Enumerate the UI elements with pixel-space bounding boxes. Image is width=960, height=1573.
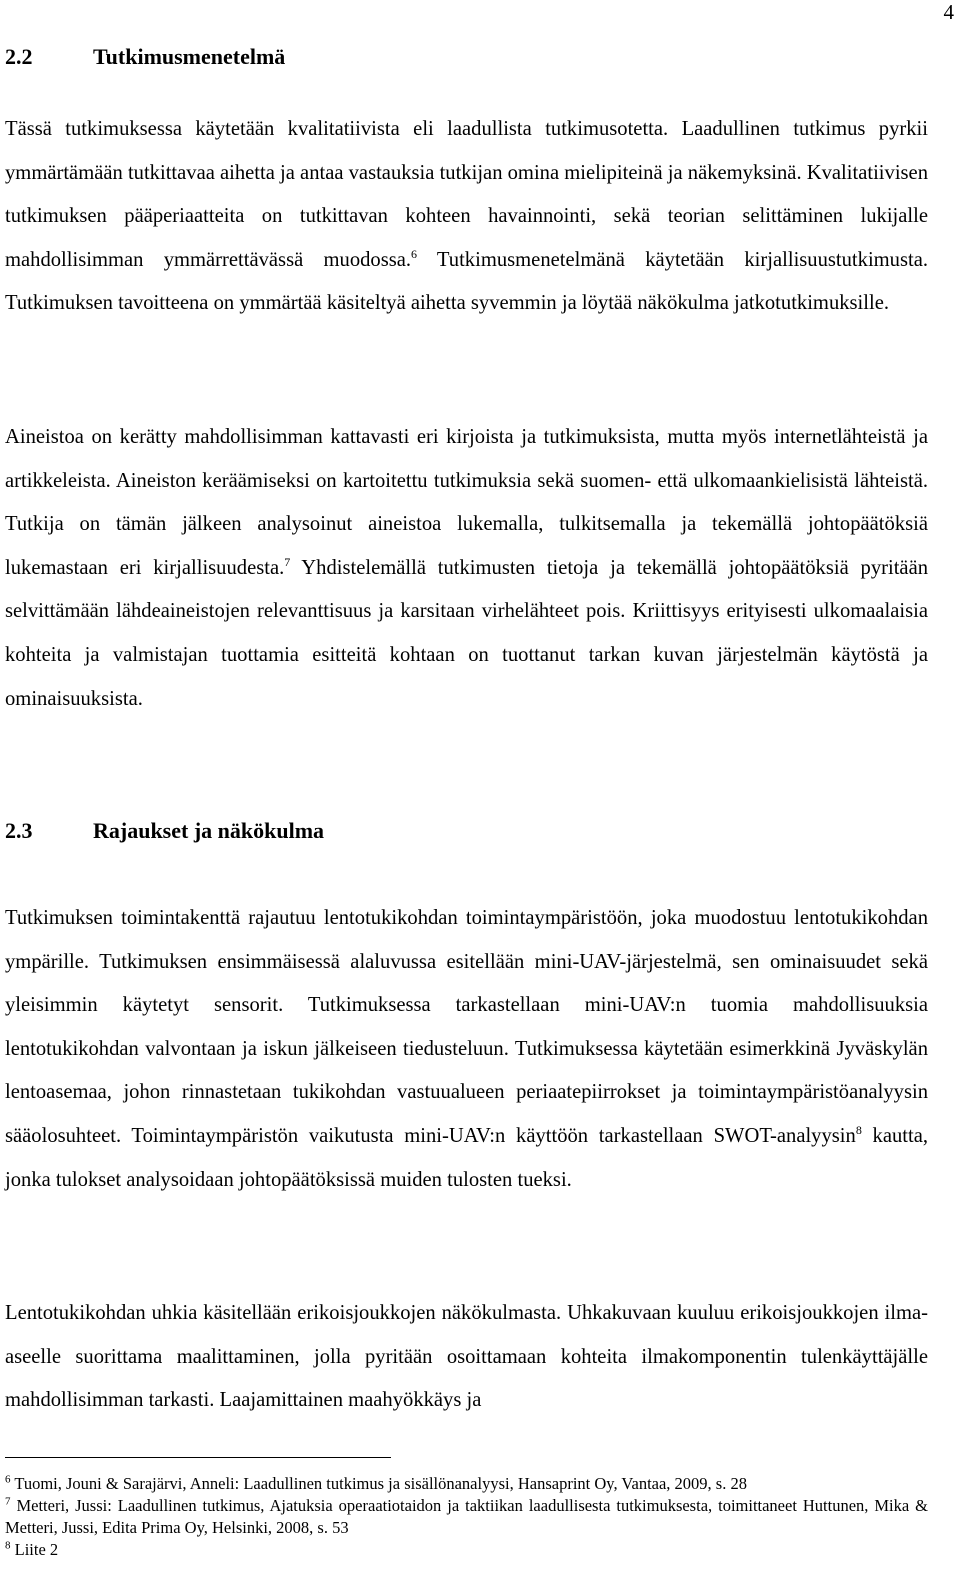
footnote-number: 8 — [5, 1539, 11, 1552]
section-number: 2.3 — [5, 818, 33, 843]
footnotes — [5, 1473, 928, 1561]
section-number: 2.2 — [5, 44, 33, 69]
paragraph-text: kautta, jonka tulokset analysoidaan johtopäätöksissä muiden tulosten tueksi. — [5, 1124, 928, 1191]
footnote-divider — [5, 1457, 391, 1458]
paragraph-4 — [5, 1292, 928, 1423]
paragraph-text: Tässä tutkimuksessa käytetään kvalitatiivista eli laadullista tutkimusotetta. Laadullinen tutkimus pyrkii ymmärtämään tutkittavaa aihetta ja antaa vastauksia tutkijan omina mielipiteinä ja näkemyksinä. Kvalitatiivisen tutkimuksen pääperiaatteita on tutkittavan kohteen havainnointi, sekä teorian selittäminen lukijalle mahdollisimman ymmärrettävässä muodossa. — [5, 118, 928, 271]
section-heading-2-3 — [5, 818, 928, 844]
footnote-6 — [5, 1473, 928, 1495]
footnote-number: 7 — [5, 1495, 11, 1508]
footnote-ref-8: 8 — [855, 1123, 862, 1138]
page-number: 4 — [943, 0, 954, 24]
paragraph-text: Yhdistelemällä tutkimusten tietoja ja tekemällä johtopäätöksiä pyritään selvittämään lähdeaineistojen relevanttisuus ja karsitaan virhelähteet pois. Kriittisyys erityisesti ulkomaalaisia kohteita ja valmistajan tuottamia esitteitä kohtaan on tuottanut tarkan kuvan järjestelmän käytöstä ja ominaisuuksista. — [5, 556, 929, 710]
footnote-ref-7: 7 — [284, 554, 291, 569]
footnote-7 — [5, 1495, 928, 1539]
paragraph-3 — [5, 897, 928, 1202]
section-heading-2-2 — [5, 44, 928, 70]
paragraph-1 — [5, 108, 928, 326]
section-title: Tutkimusmenetelmä — [93, 44, 286, 69]
footnote-ref-6: 6 — [411, 246, 418, 261]
section-title: Rajaukset ja näkökulma — [93, 818, 325, 843]
footnote-text: Tuomi, Jouni & Sarajärvi, Anneli: Laadullinen tutkimus ja sisällönanalyysi, Hansaprint Oy, Vantaa, 2009, s. 28 — [14, 1474, 747, 1493]
footnote-8 — [5, 1539, 928, 1561]
paragraph-text: Tutkimuksen toimintakenttä rajautuu lentotukikohdan toimintaympäristöön, joka muodostuu lentotukikohdan ympärille. Tutkimuksen ensimmäisessä alaluvussa esitellään mini-UAV-järjestelmä, sen ominaisuudet sekä yleisimmin käytetyt sensorit. Tutkimuksessa tarkastellaan mini-UAV:n tuomia mahdollisuuksia lentotukikohdan valvontaan ja iskun jälkeiseen tiedusteluun. Tutkimuksessa käytetään esimerkkinä Jyväskylän lentoasemaa, johon rinnastetaan tukikohdan vastuualueen periaatepiirrokset ja toimintaympäristöanalyysin sääolosuhteet. Toimintaympäristön vaikutusta mini-UAV:n käyttöön tarkastellaan SWOT-analyysin — [5, 907, 928, 1147]
paragraph-2 — [5, 416, 928, 721]
paragraph-text: Tutkimusmenetelmänä käytetään kirjallisuustutkimusta. Tutkimuksen tavoitteena on ymmärtää käsiteltyä aihetta syvemmin ja löytää näkökulma jatkotutkimuksille. — [5, 248, 929, 315]
footnote-text: Liite 2 — [14, 1540, 59, 1559]
paragraph-text: Lentotukikohdan uhkia käsitellään erikoisjoukkojen näkökulmasta. Uhkakuvaan kuuluu erikoisjoukkojen ilma-aseelle suorittama maalittaminen, jolla pyritään osoittamaan kohteita ilmakomponentin tulenkäyttäjälle mahdollisimman tarkasti. Laajamittainen maahyökkäys ja — [5, 1302, 928, 1412]
paragraph-text: Aineistoa on kerätty mahdollisimman kattavasti eri kirjoista ja tutkimuksista, mutta myös internetlähteistä ja artikkeleista. Aineiston keräämiseksi on kartoitettu tutkimuksia sekä suomen- että ulkomaankielisistä lähteistä. Tutkija on tämän jälkeen analysoinut aineistoa lukemalla, tulkitsemalla ja tekemällä johtopäätöksiä lukemastaan eri kirjallisuudesta. — [5, 426, 928, 579]
footnote-text: Metteri, Jussi: Laadullinen tutkimus, Ajatuksia operaatiotaidon ja taktiikan laadullisesta tutkimuksesta, toimittaneet Huttunen, Mika & Metteri, Jussi, Edita Prima Oy, Helsinki, 2008, s. 53 — [5, 1496, 929, 1537]
footnote-number: 6 — [5, 1473, 11, 1486]
